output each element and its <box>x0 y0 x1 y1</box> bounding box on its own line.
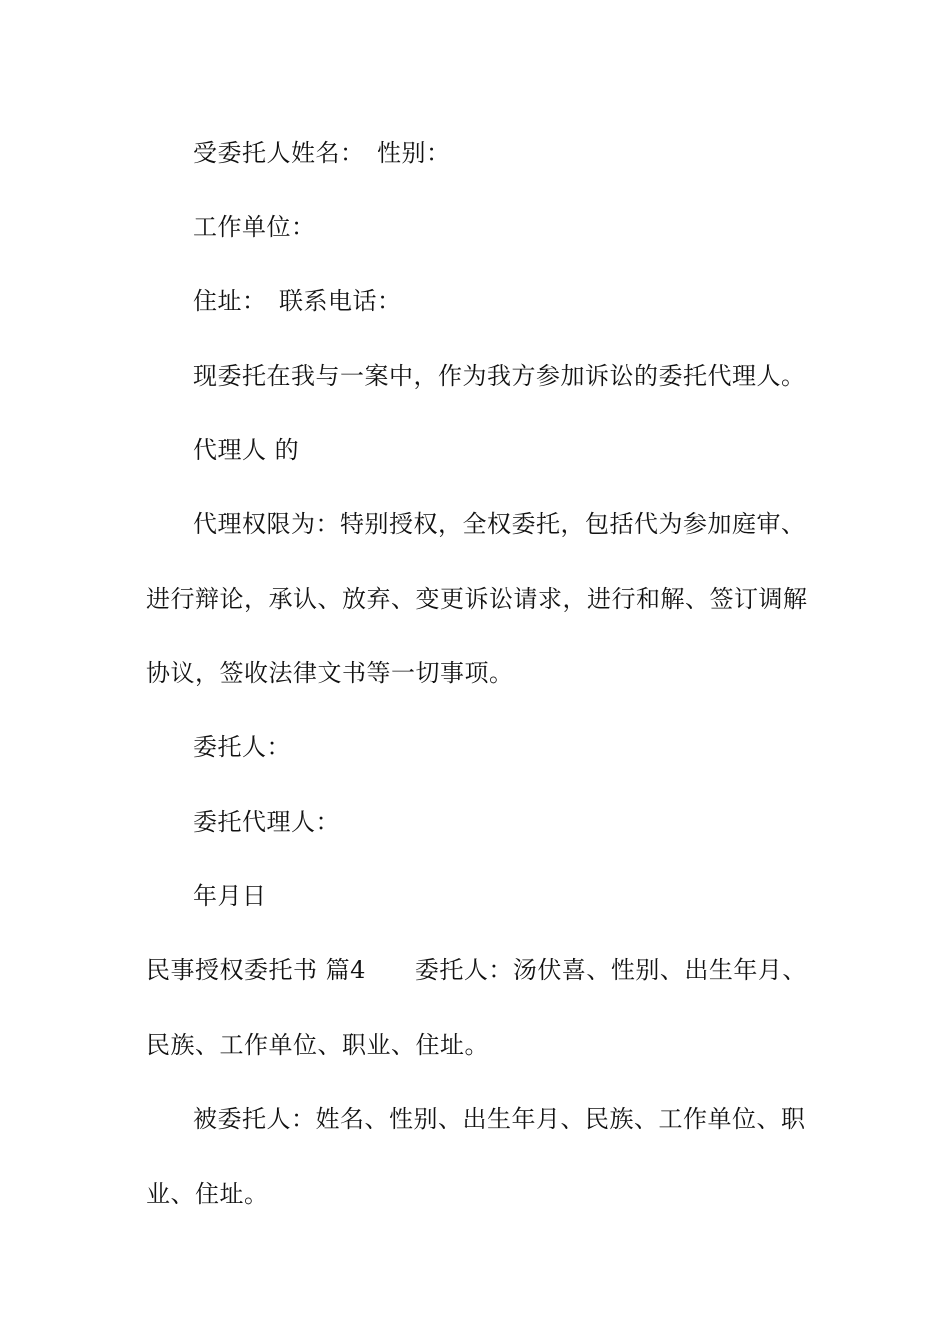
trustee-details-line-2: 业、住址。 <box>146 1180 269 1208</box>
authority-paragraph-line-3: 协议，签收法律文书等一切事项。 <box>146 659 514 687</box>
principal-details-line: 民族、工作单位、职业、住址。 <box>146 1031 489 1059</box>
principal-signature-line: 委托人： <box>193 733 291 761</box>
trustee-details-line-1: 被委托人：姓名、性别、出生年月、民族、工作单位、职 <box>193 1105 806 1133</box>
entrustment-statement: 现委托在我与一案中，作为我方参加诉讼的委托代理人。 <box>193 362 806 390</box>
work-unit-line: 工作单位： <box>193 213 316 241</box>
section-4-heading-line: 民事授权委托书 篇4 委托人：汤伏喜、性别、出生年月、 <box>146 956 807 984</box>
authority-paragraph-line-1: 代理权限为：特别授权，全权委托，包括代为参加庭审、 <box>193 510 806 538</box>
date-line: 年月日 <box>193 882 267 910</box>
address-phone-line: 住址： 联系电话： <box>193 287 402 315</box>
authority-paragraph-line-2: 进行辩论，承认、放弃、变更诉讼请求，进行和解、签订调解 <box>146 585 808 613</box>
agent-label-line: 代理人 的 <box>193 436 300 464</box>
agent-signature-line: 委托代理人： <box>193 808 340 836</box>
principal-name-gender-line: 受委托人姓名： 性别： <box>193 139 451 167</box>
